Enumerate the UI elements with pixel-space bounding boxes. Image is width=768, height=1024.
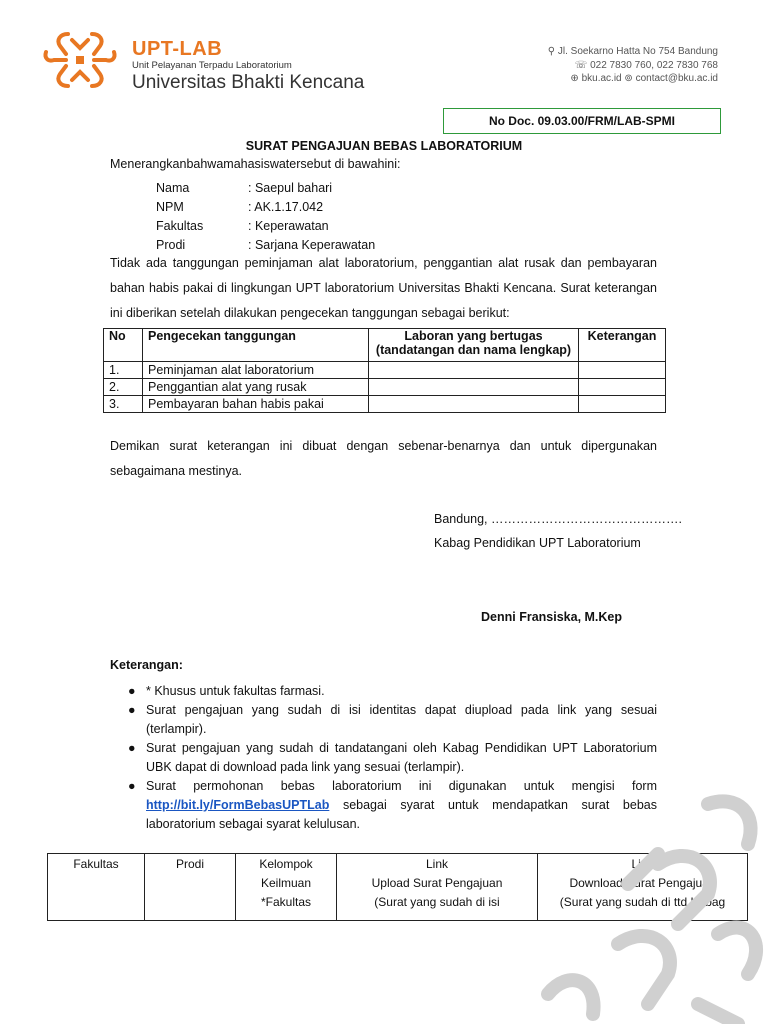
table-row (104, 362, 666, 379)
statement-paragraph: Tidak ada tanggungan peminjaman alat laboratorium, penggantian alat rusak dan pembayaran bahan habis pakai di lingkungan UPT laboratorium Universitas Bhakti Kencana. Surat keterangan ini diberikan setelah dilakukan pengecekan tanggungan sebagai berikut: (110, 256, 657, 320)
notes-heading: Keterangan: (110, 658, 183, 672)
page-title: SURAT PENGAJUAN BEBAS LABORATORIUM (245, 139, 523, 153)
note-text: * Khusus untuk fakultas farmasi. (146, 684, 325, 698)
field-value: : Sarjana Keperawatan (248, 238, 376, 252)
cell-line: Upload Surat Pengajuan (371, 876, 503, 890)
field-value: : Keperawatan (248, 219, 329, 233)
signer-position: Kabag Pendidikan UPT Laboratorium (434, 536, 641, 550)
column-header-no: No (104, 329, 143, 362)
field-label: Nama (156, 181, 190, 195)
cell-line: (Surat yang sudah di isi (374, 895, 500, 909)
phone-icon: ☏ (574, 60, 588, 71)
contact-phone (575, 60, 718, 71)
bullet-icon: ● (128, 741, 136, 755)
note-cell[interactable] (579, 379, 666, 396)
intro-text: Menerangkanbahwamahasiswatersebut di bawahini: (110, 157, 401, 171)
list-item (110, 701, 657, 739)
column-header-note: Keterangan (579, 329, 666, 362)
note-text: Surat pengajuan yang sudah di isi identitas dapat diupload pada link yang sesuai (terlampir). (146, 703, 657, 736)
field-label: Fakultas (156, 219, 204, 233)
column-header-check: Pengecekan tanggungan (143, 329, 369, 362)
address-text: Jl. Soekarno Hatta No 754 Bandung (557, 46, 718, 57)
student-faculty-row (156, 219, 329, 233)
note-text: sebagai syarat untuk mendapatkan surat bebas laboratorium sebagai syarat kelulusan. (146, 798, 657, 831)
document-number-box: No Doc. 09.03.00/FRM/LAB-SPMI (443, 108, 721, 134)
column-group (236, 854, 337, 921)
signature-cell[interactable] (369, 362, 579, 379)
brand-title: UPT-LAB (132, 38, 223, 60)
row-no: 2. (104, 379, 143, 396)
note-cell[interactable] (579, 396, 666, 413)
student-npm-row (156, 200, 323, 214)
officer-header-line1: Laboran yang bertugas (404, 329, 543, 343)
watermark-pattern-icon (508, 774, 768, 1024)
cell-line: Kelompok (259, 857, 313, 871)
row-item: Penggantian alat yang rusak (143, 379, 369, 396)
cell-line: Link (425, 857, 448, 871)
place-date: Bandung, ………………………………………. (434, 512, 682, 526)
bullet-icon: ● (128, 703, 136, 717)
signer-name: Denni Fransiska, M.Kep (481, 610, 623, 624)
contact-address (548, 46, 718, 57)
field-value: : Saepul bahari (248, 181, 333, 195)
list-item (110, 682, 657, 701)
note-text: Surat pengajuan yang sudah di tandatangani oleh Kabag Pendidikan UPT Laboratorium UBK dapat di download pada link yang sesuai (terlampir). (146, 741, 657, 774)
signature-cell[interactable] (369, 396, 579, 413)
cell-line: Link (631, 857, 654, 871)
university-name: Universitas Bhakti Kencana (132, 72, 365, 93)
student-name-row (156, 181, 332, 195)
check-table (103, 328, 666, 413)
location-pin-icon: ⚲ (547, 46, 556, 57)
field-label: Prodi (156, 238, 186, 252)
bullet-icon: ● (128, 779, 136, 793)
table-header-row (104, 329, 666, 362)
email-link[interactable]: contact@bku.ac.id (635, 73, 718, 84)
signature-cell[interactable] (369, 379, 579, 396)
form-link[interactable]: http://bit.ly/FormBebasUPTLab (146, 798, 330, 812)
row-item: Pembayaran bahan habis pakai (143, 396, 369, 413)
closing-paragraph: Demikan surat keterangan ini dibuat dengan sebenar-benarnya dan untuk dipergunakan sebagaimana mestinya. (110, 439, 657, 478)
list-item (110, 739, 657, 777)
table-row (104, 396, 666, 413)
row-no: 1. (104, 362, 143, 379)
table-row (104, 379, 666, 396)
column-program: Prodi (145, 854, 236, 921)
field-label: NPM (156, 200, 184, 214)
row-item: Peminjaman alat laboratorium (143, 362, 369, 379)
field-value: : AK.1.17.042 (248, 200, 324, 214)
note-cell[interactable] (579, 362, 666, 379)
cell-line: Keilmuan (260, 876, 312, 890)
brand-subtitle: Unit Pelayanan Terpadu Laboratorium (132, 60, 292, 71)
note-text: Surat permohonan bebas laboratorium ini digunakan untuk mengisi form (146, 779, 657, 793)
contact-web (570, 73, 718, 84)
phone-text: 022 7830 760, 022 7830 768 (590, 60, 718, 71)
cell-line: (Surat yang sudah di ttd Kabag (559, 895, 726, 909)
student-program-row (156, 238, 375, 252)
email-icon: ⊚ (624, 73, 633, 84)
cell-line: *Fakultas (260, 895, 312, 909)
bullet-icon: ● (128, 684, 136, 698)
column-faculty: Fakultas (48, 854, 145, 921)
row-no: 3. (104, 396, 143, 413)
globe-icon: ⊕ (570, 73, 579, 84)
website-link[interactable]: bku.ac.id (581, 73, 622, 84)
upt-lab-logo-icon (40, 30, 120, 90)
cell-line: Download Surat Pengajuan (569, 876, 716, 890)
column-header-officer (369, 329, 579, 362)
officer-header-line2: (tandatangan dan nama lengkap) (375, 343, 572, 357)
